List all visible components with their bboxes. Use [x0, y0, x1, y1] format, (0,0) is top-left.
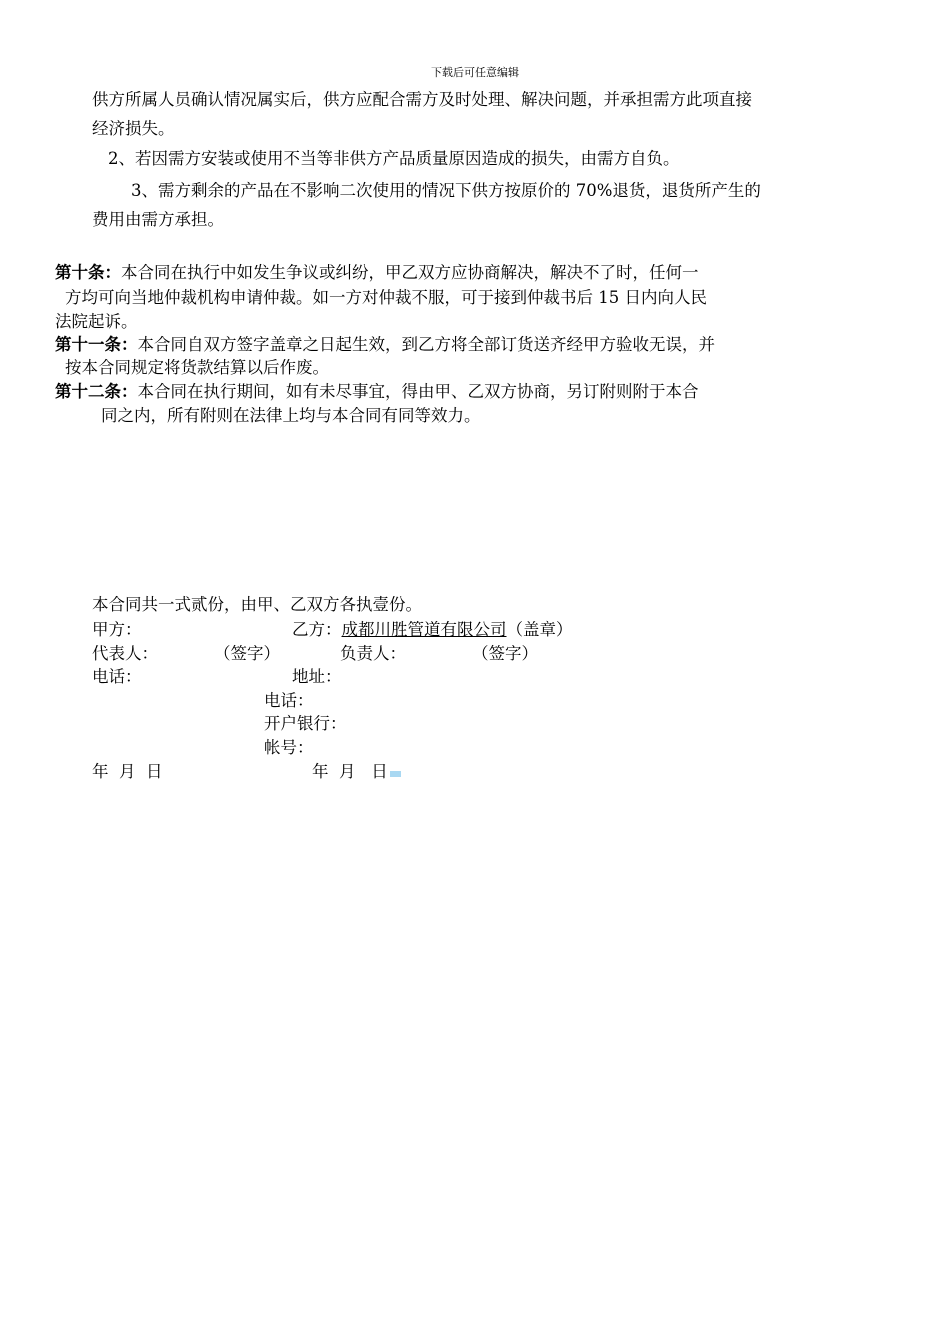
party-b-phone-label: 电话： [264, 691, 314, 710]
party-b-line [292, 619, 573, 641]
representative-label: 代表人： [92, 644, 158, 663]
account-label: 帐号： [264, 738, 314, 757]
clause-9-item-3-line-2: 费用由需方承担。 [92, 210, 224, 229]
company-name: 成都川胜管道有限公司 [341, 620, 507, 639]
address-label: 地址： [292, 667, 342, 686]
clause-9-item-3-line-1: 3、需方剩余的产品在不影响二次使用的情况下供方按原价的 70%退货，退货所产生的 [131, 181, 761, 200]
party-a-date: 年 月 日 [92, 762, 163, 781]
clause-12-line-1 [55, 381, 699, 403]
responsible-label: 负责人： [340, 644, 406, 663]
clause-9-line-2: 经济损失。 [92, 119, 175, 138]
seal-note: （盖章） [506, 620, 573, 639]
clause-10-label: 第十条： [55, 263, 121, 282]
clause-12-label: 第十二条： [55, 382, 138, 401]
clause-11-text-1: 本合同自双方签字盖章之日起生效，到乙方将全部订货送齐经甲方验收无误，并 [137, 335, 715, 354]
bank-label: 开户银行： [264, 714, 347, 733]
party-b-date: 年 月 日 [312, 762, 388, 781]
clause-9-line-1: 供方所属人员确认情况属实后，供方应配合需方及时处理、解决问题，并承担需方此项直接 [92, 90, 752, 109]
clause-10-line-3: 法院起诉。 [55, 312, 138, 331]
clause-11-label: 第十一条： [55, 335, 138, 354]
paragraph-mark-icon [390, 771, 401, 777]
copies-statement: 本合同共一式贰份，由甲、乙双方各执壹份。 [92, 595, 422, 614]
party-a-sign-note: （签字） [214, 644, 280, 663]
party-a-phone-label: 电话： [92, 667, 142, 686]
clause-12-text-1: 本合同在执行期间，如有未尽事宜，得由甲、乙双方协商，另订附则附于本合 [137, 382, 699, 401]
clause-12-line-2: 同之内，所有附则在法律上均与本合同有同等效力。 [101, 406, 481, 425]
clause-9-item-2: 2、若因需方安装或使用不当等非供方产品质量原因造成的损失，由需方自负。 [108, 149, 680, 168]
page-header-note: 下载后可任意编辑 [431, 66, 519, 79]
clause-10-text-1: 本合同在执行中如发生争议或纠纷，甲乙双方应协商解决，解决不了时，任何一 [121, 263, 699, 282]
party-b-sign-note: （签字） [472, 644, 538, 663]
clause-10-line-1 [55, 262, 699, 284]
clause-10-line-2: 方均可向当地仲裁机构申请仲裁。如一方对仲裁不服，可于接到仲裁书后 15 日内向人民 [65, 288, 707, 307]
clause-11-line-1 [55, 334, 715, 356]
party-a-label: 甲方： [92, 620, 142, 639]
clause-11-line-2: 按本合同规定将货款结算以后作废。 [65, 358, 329, 377]
party-b-date-line [312, 761, 401, 783]
party-b-label: 乙方： [292, 620, 342, 639]
